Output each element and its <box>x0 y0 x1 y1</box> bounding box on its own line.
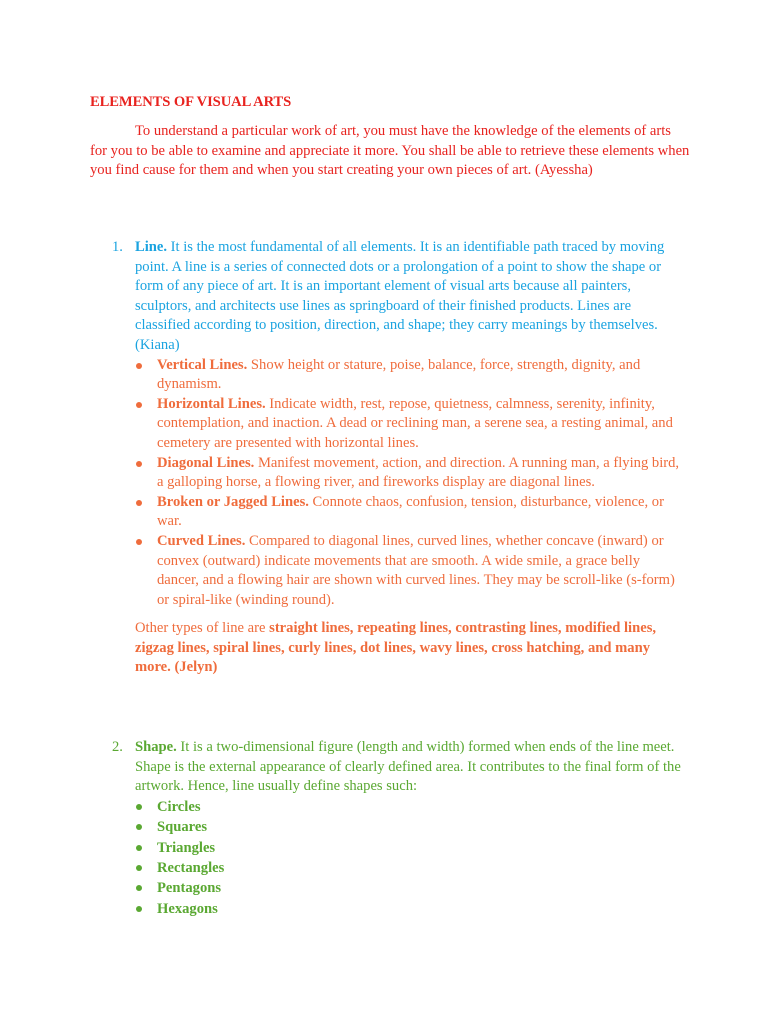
bullet-text: Compared to diagonal lines, curved lines, whether concave (inward) or convex (outward) indicate movements that are smooth. A wide smile, a grace belly dancer, and a flowing hair are shown with curved lines. They may be scroll-like (s-form) or spiral-like (winding round). <box>157 532 675 608</box>
bullet-term: Broken or Jagged Lines. <box>157 493 309 510</box>
shape-circles: Circles <box>157 798 201 815</box>
shape-description: It is a two-dimensional figure (length and width) formed when ends of the line meet. Shape is the external appearance of clearly defined area. It contributes to the final form of the artwork. Hence, line usually define shapes such: <box>135 739 681 795</box>
intro-paragraph <box>90 122 690 181</box>
shape-hexagons: Hexagons <box>157 900 218 917</box>
bullet-dot <box>136 865 142 871</box>
shape-section <box>112 738 682 919</box>
document-title: ELEMENTS OF VISUAL ARTS <box>90 94 292 110</box>
other-line-types <box>135 619 682 678</box>
line-section-paragraph <box>135 238 682 356</box>
bullet-dot <box>136 804 142 810</box>
bullet-term: Diagonal Lines. <box>157 454 255 471</box>
shape-section-paragraph <box>135 738 682 797</box>
bullet-dot <box>136 461 142 467</box>
line-types-list <box>157 356 682 611</box>
shape-pentagons: Pentagons <box>157 880 222 897</box>
shape-types-list <box>157 797 682 919</box>
list-item <box>157 817 682 837</box>
list-item <box>157 532 682 610</box>
bullet-dot <box>136 402 142 408</box>
list-item <box>157 493 682 532</box>
shape-triangles: Triangles <box>157 839 216 856</box>
bullet-text: Connote chaos, confusion, tension, disturbance, violence, or war. <box>157 493 664 530</box>
list-item <box>157 797 682 817</box>
shape-section-number: 2. <box>112 739 123 755</box>
bullet-dot <box>136 885 142 891</box>
bullet-text: Indicate width, rest, repose, quietness, calmness, serenity, infinity, contemplation, and inaction. A dead or reclining man, a serene sea, a resting animal, and cemetery are presented with horizontal lines. <box>157 395 673 451</box>
bullet-term: Horizontal Lines. <box>157 395 266 412</box>
bullet-dot <box>136 363 142 369</box>
bullet-dot <box>136 845 142 851</box>
bullet-dot <box>136 824 142 830</box>
other-line-list: straight lines, repeating lines, contrasting lines, modified lines, zigzag lines, spiral lines, curly lines, dot lines, wavy lines, cross hatching, and many more. (Jelyn) <box>135 620 657 676</box>
intro-text: To understand a particular work of art, you must have the knowledge of the elements of arts for you to be able to examine and appreciate it more. You shall be able to retrieve these elements when you find cause for them and when you start creating your own pieces of art. (Ayessha) <box>90 123 690 179</box>
list-item <box>157 858 682 878</box>
shape-squares: Squares <box>157 819 208 836</box>
line-heading: Line. <box>135 239 168 255</box>
bullet-dot <box>136 539 142 545</box>
bullet-term: Vertical Lines. <box>157 356 248 373</box>
shape-heading: Shape. <box>135 739 177 755</box>
line-description: It is the most fundamental of all elements. It is an identifiable path traced by moving point. A line is a series of connected dots or a prolongation of a point to show the shape or form of any piece of art. It is an important element of visual arts because all painters, sculptors, and architects use lines as springboard of their finished products. Lines are classified according to position, direction, and shape; they carry meanings by themselves. (Kiana) <box>135 239 665 353</box>
list-item <box>157 454 682 493</box>
other-line-prefix: Other types of line are <box>135 620 270 637</box>
bullet-dot <box>136 906 142 912</box>
line-section <box>112 238 682 678</box>
shape-rectangles: Rectangles <box>157 860 225 876</box>
bullet-dot <box>136 500 142 506</box>
list-item <box>157 395 682 454</box>
line-section-number: 1. <box>112 239 123 255</box>
bullet-text: Manifest movement, action, and direction. A running man, a flying bird, a galloping horse, a flowing river, and fireworks display are diagonal lines. <box>157 454 680 491</box>
list-item <box>157 878 682 898</box>
list-item <box>157 838 682 858</box>
bullet-text: Show height or stature, poise, balance, force, strength, dignity, and dynamism. <box>157 356 641 393</box>
list-item <box>157 356 682 395</box>
list-item <box>157 899 682 919</box>
bullet-term: Curved Lines. <box>157 532 246 549</box>
